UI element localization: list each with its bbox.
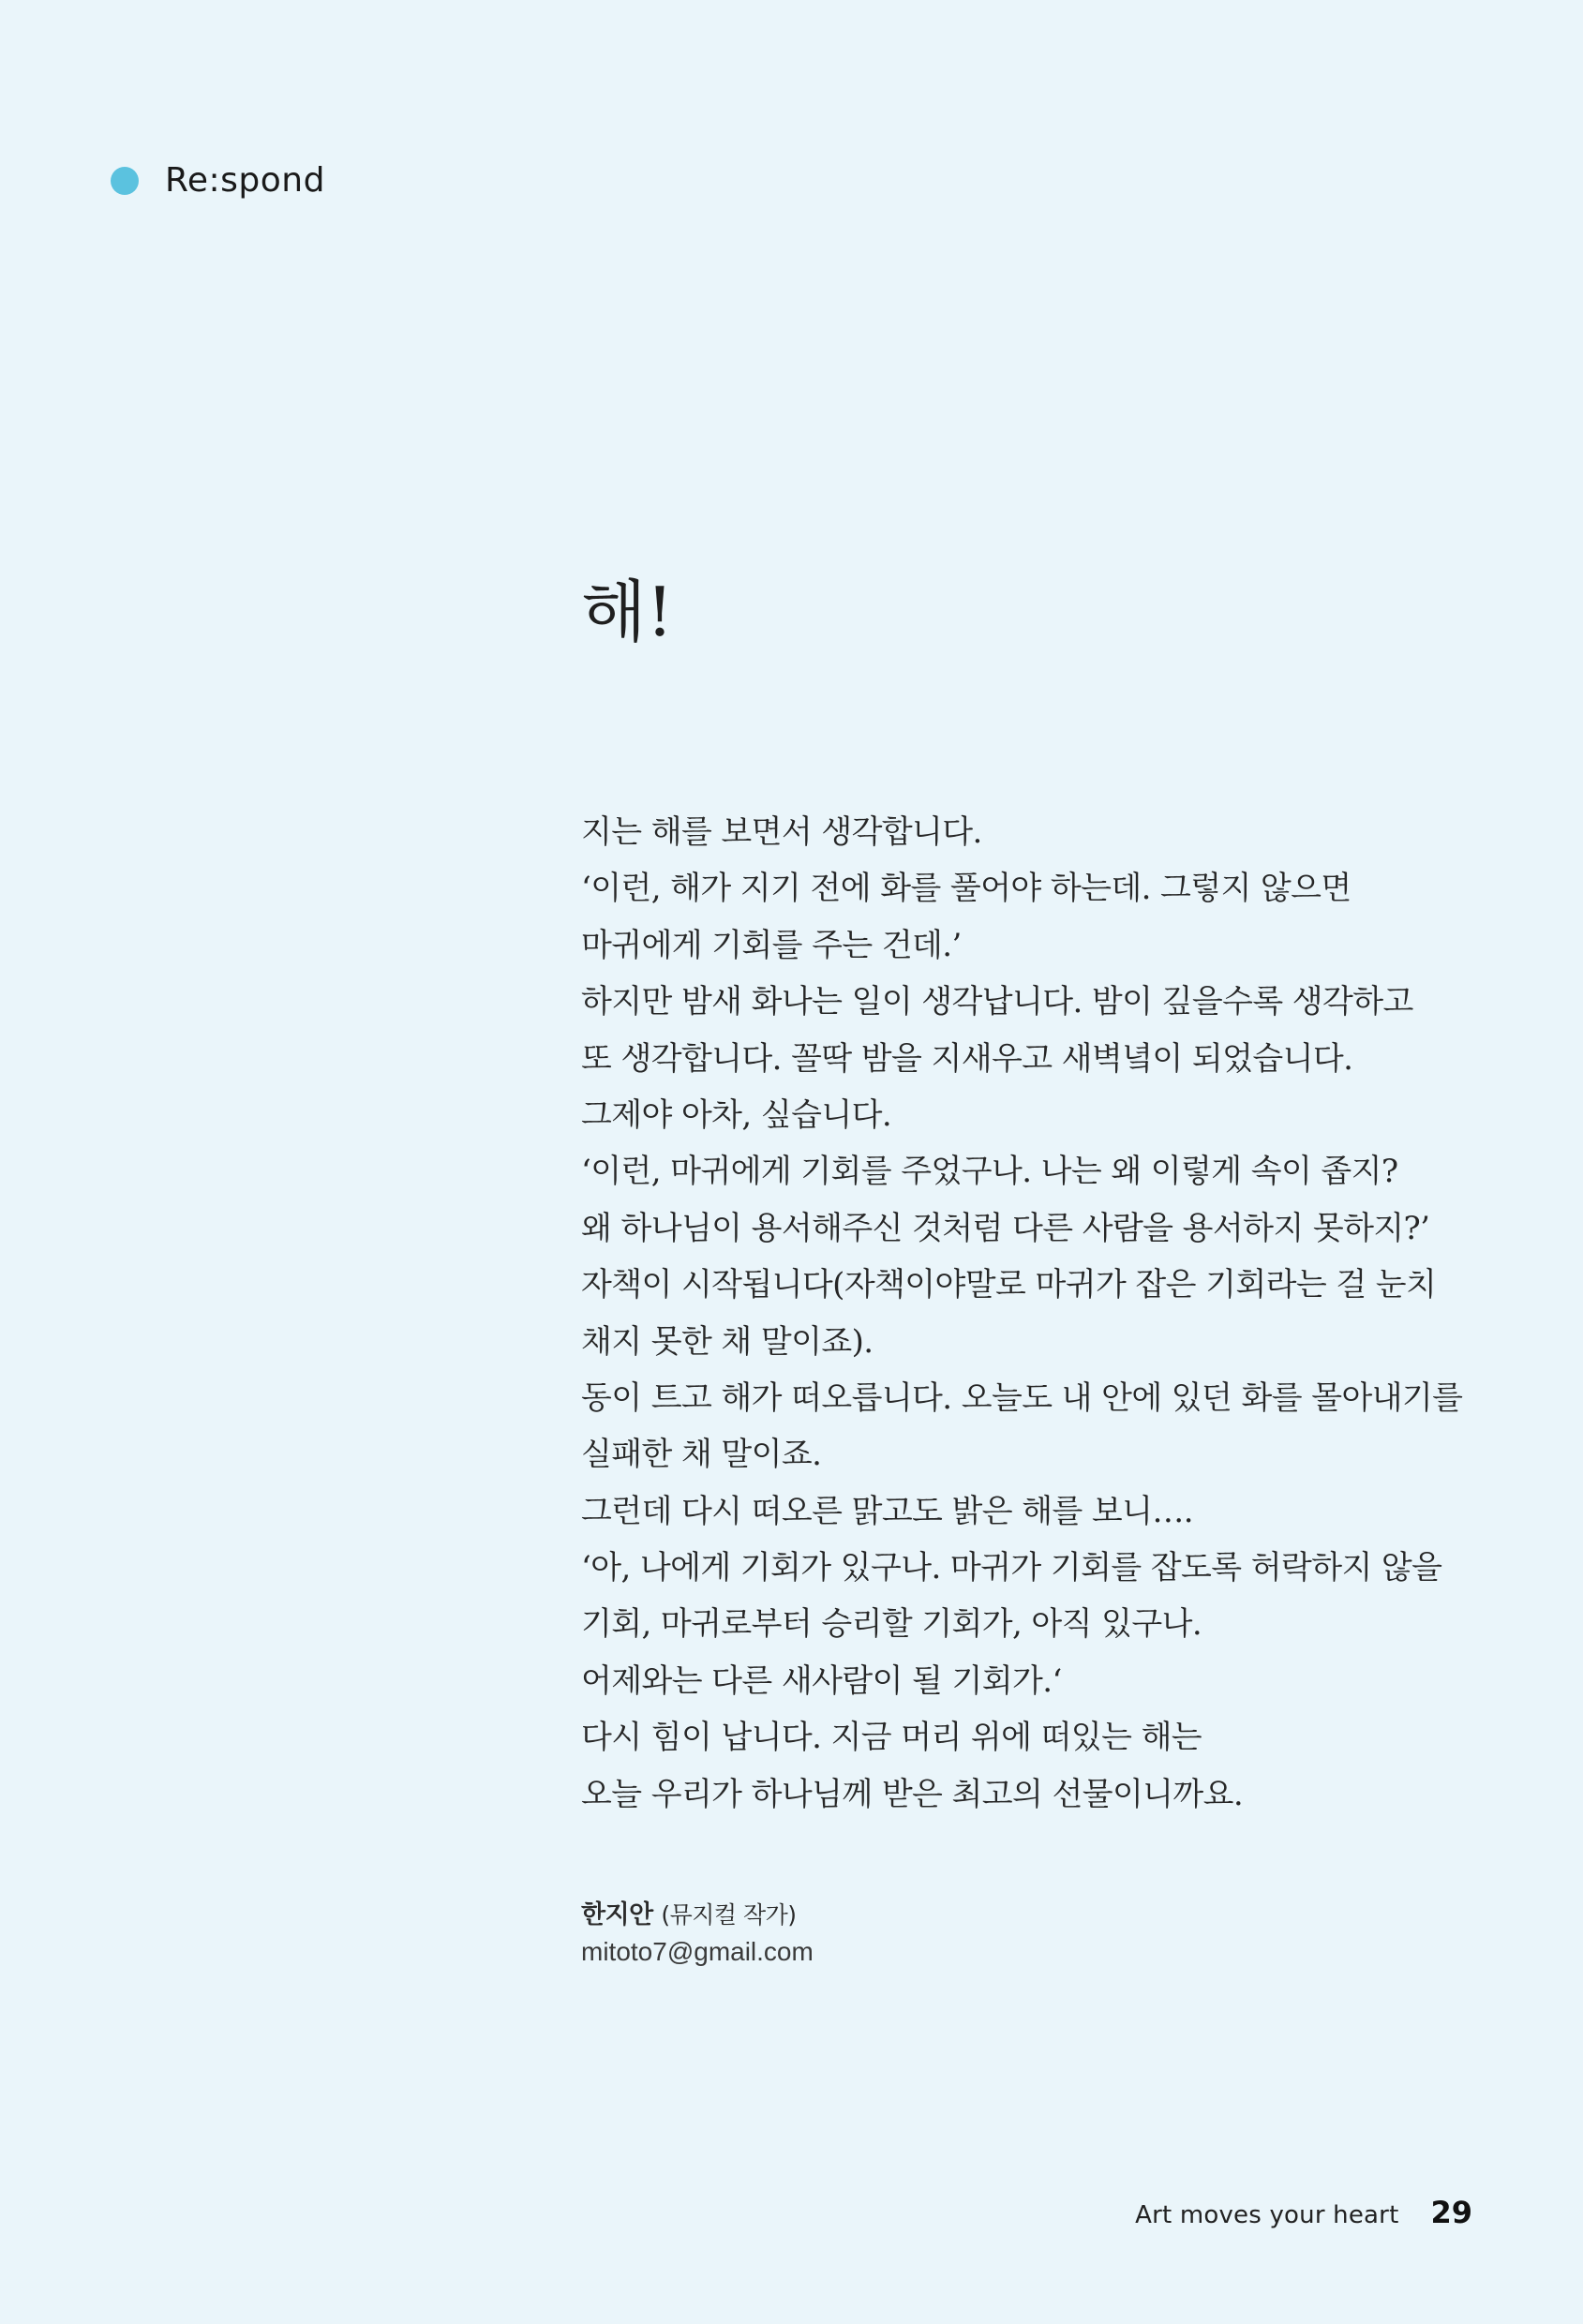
body-line: 오늘 우리가 하나님께 받은 최고의 선물이니까요. <box>581 1775 1244 1813</box>
body-line: 하지만 밤새 화나는 일이 생각납니다. 밤이 깊을수록 생각하고 <box>581 983 1413 1021</box>
body-line: 왜 하나님이 용서해주신 것처럼 다른 사람을 용서하지 못하지?’ <box>581 1209 1430 1247</box>
article-title: 해! <box>581 573 674 651</box>
section-header <box>111 159 325 202</box>
body-line: 기회, 마귀로부터 승리할 기회가, 아직 있구나. <box>581 1605 1202 1644</box>
author-name: 한지안 <box>581 1900 653 1929</box>
page-footer <box>1135 2195 1472 2230</box>
body-line: 동이 트고 해가 떠오릅니다. 오늘도 내 안에 있던 화를 몰아내기를 <box>581 1378 1463 1417</box>
body-line: 지는 해를 보면서 생각합니다. <box>581 813 982 851</box>
body-line: 그런데 다시 떠오른 맑고도 밝은 해를 보니…. <box>581 1492 1194 1530</box>
author-role: (뮤지컬 작가) <box>661 1901 797 1929</box>
body-line: ‘아, 나에게 기회가 있구나. 마귀가 기회를 잡도록 허락하지 않을 <box>581 1549 1442 1587</box>
body-line: 다시 힘이 납니다. 지금 머리 위에 떠있는 해는 <box>581 1719 1202 1757</box>
footer-tagline: Art moves your heart <box>1135 2201 1399 2229</box>
body-line: 마귀에게 기회를 주는 건데.’ <box>581 926 962 964</box>
article-body <box>581 804 1481 1823</box>
section-dot-icon <box>111 167 139 195</box>
author-email-link[interactable]: mitoto7@gmail.com <box>581 1937 814 1966</box>
body-line: 실패한 채 말이죠. <box>581 1436 822 1474</box>
page-number: 29 <box>1430 2195 1472 2230</box>
body-line: ‘이런, 마귀에게 기회를 주었구나. 나는 왜 이렇게 속이 좁지? <box>581 1153 1398 1191</box>
body-line: 자책이 시작됩니다(자책이야말로 마귀가 잡은 기회라는 걸 눈치 <box>581 1266 1437 1304</box>
body-line: 그제야 아차, 싶습니다. <box>581 1095 892 1134</box>
section-label: Re:spond <box>165 161 325 200</box>
body-line: 어제와는 다른 새사람이 될 기회가.‘ <box>581 1661 1062 1700</box>
body-line: ‘이런, 해가 지기 전에 화를 풀어야 하는데. 그렇지 않으면 <box>581 870 1352 908</box>
body-line: 또 생각합니다. 꼴딱 밤을 지새우고 새벽녘이 되었습니다. <box>581 1039 1353 1078</box>
body-line: 채지 못한 채 말이죠). <box>581 1322 874 1361</box>
author-block <box>581 1897 814 1970</box>
author-byline <box>581 1897 814 1934</box>
